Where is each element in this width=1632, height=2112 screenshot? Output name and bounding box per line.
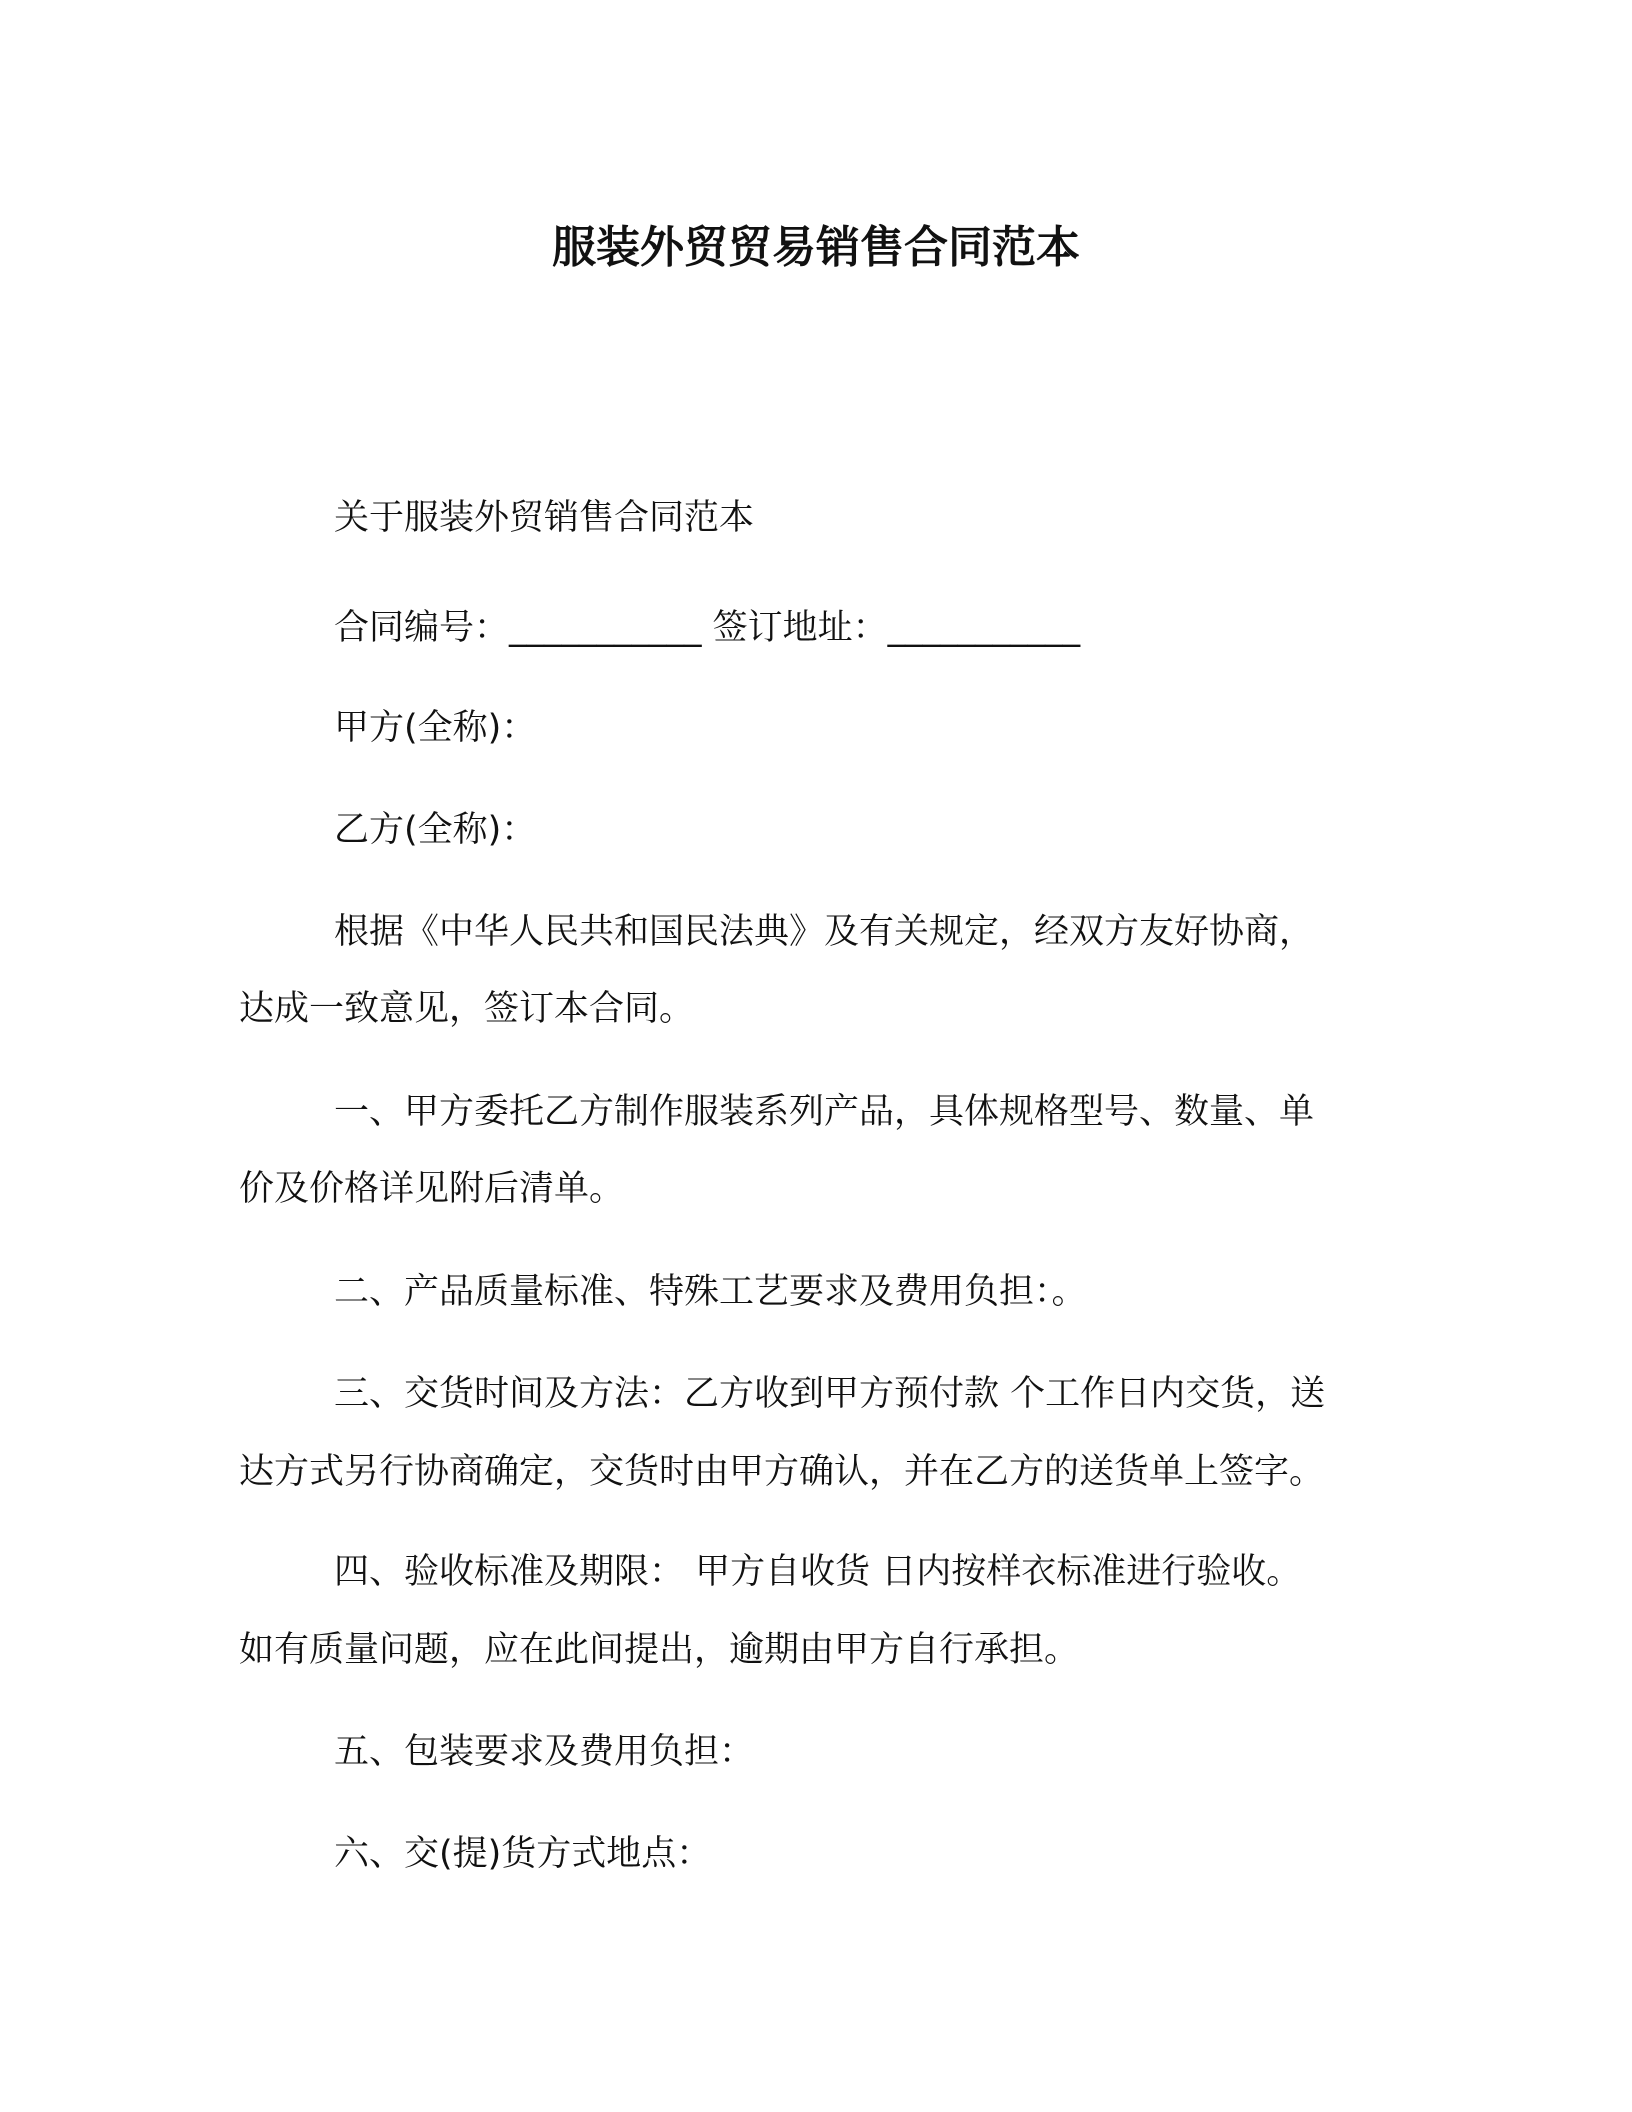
clause-3-line-2: 达方式另行协商确定，交货时由甲方确认，并在乙方的送货单上签字。 [239, 1452, 1325, 1492]
clause-6-line: 六、交(提)货方式地点： [334, 1834, 712, 1874]
party-b-line: 乙方(全称)： [334, 810, 537, 850]
clause-4-line-2: 如有质量问题，应在此间提出，逾期由甲方自行承担。 [239, 1630, 1080, 1670]
clause-2-line: 二、产品质量标准、特殊工艺要求及费用负担：。 [334, 1272, 1087, 1312]
contract-number-line: 合同编号：___________ 签订地址：___________ [334, 608, 1081, 648]
clause-1-line-1: 一、甲方委托乙方制作服装系列产品，具体规格型号、数量、单 [334, 1092, 1315, 1132]
document-title: 服装外贸贸易销售合同范本 [552, 222, 1080, 273]
clause-5-line: 五、包装要求及费用负担： [334, 1732, 755, 1772]
clause-3-line-1: 三、交货时间及方法：乙方收到甲方预付款 个工作日内交货，送 [334, 1374, 1326, 1414]
clause-1-line-2: 价及价格详见附后清单。 [239, 1169, 625, 1209]
preamble-line-1: 根据《中华人民共和国民法典》及有关规定，经双方友好协商， [334, 912, 1315, 952]
clause-4-line-1: 四、验收标准及期限： 甲方自收货 日内按样衣标准进行验收。 [334, 1552, 1302, 1592]
party-a-line: 甲方(全称)： [334, 708, 537, 748]
preamble-line-2: 达成一致意见，签订本合同。 [239, 989, 695, 1029]
document-subtitle: 关于服装外贸销售合同范本 [334, 498, 755, 538]
